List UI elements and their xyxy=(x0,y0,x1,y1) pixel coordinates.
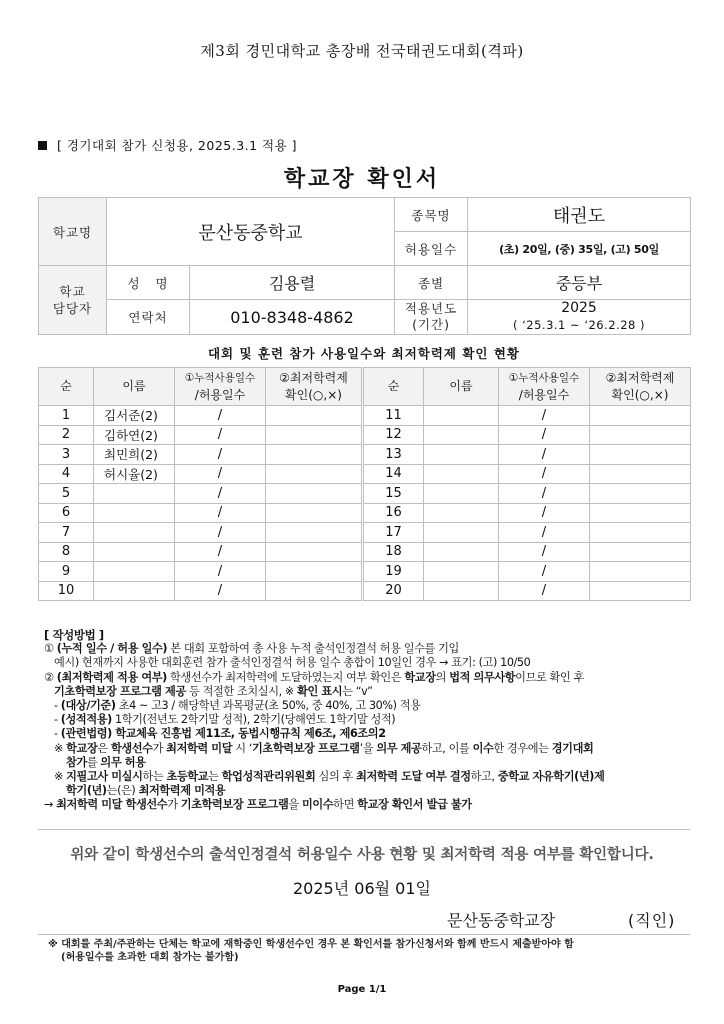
instruction-segment: ② xyxy=(44,670,57,684)
instruction-segment: 는 xyxy=(208,770,222,784)
table-row xyxy=(39,523,691,543)
row-check[interactable] xyxy=(266,425,363,445)
manager-name: 김용렬 xyxy=(190,266,395,300)
instruction-segment: 미이수 xyxy=(301,798,334,812)
usage-header-row xyxy=(39,368,691,406)
manager-label: 학교 담당자 xyxy=(39,266,107,335)
row-check[interactable] xyxy=(266,464,363,484)
instruction-segment: 학교장 확인서 발급 불가 xyxy=(357,798,472,812)
row-no: 3 xyxy=(39,445,94,465)
instruction-segment: (관련법령) 학교체육 진흥법 제11조, 동법시행규칙 제6조, 제6조의2 xyxy=(60,727,386,741)
row-no: 10 xyxy=(39,581,94,601)
row-name[interactable] xyxy=(424,445,499,465)
row-check[interactable] xyxy=(590,542,691,562)
row-name[interactable] xyxy=(424,503,499,523)
instruction-segment: 이수 xyxy=(472,741,494,755)
instruction-segment: → xyxy=(44,798,57,812)
instruction-segment: 1학기(전년도 2학기말 성적), 2학기(당해연도 1학기말 성적) xyxy=(111,713,396,727)
row-name[interactable] xyxy=(94,484,175,504)
instruction-segment: 학교장 xyxy=(66,741,98,755)
instruction-segment: 하면 xyxy=(333,798,358,812)
instruction-segment: 가 xyxy=(167,798,181,812)
header-min-line1: ②최저학력제 xyxy=(279,370,348,385)
row-name[interactable] xyxy=(94,581,175,601)
school-name: 문산동중학교 xyxy=(107,198,395,266)
row-days[interactable]: / xyxy=(499,464,590,484)
footer-note xyxy=(48,938,698,964)
instruction-segment: 기초학력보장 프로그램 제공 xyxy=(54,684,186,698)
table-row xyxy=(39,562,691,582)
row-name[interactable] xyxy=(424,464,499,484)
instruction-segment: - xyxy=(54,699,61,713)
row-days[interactable]: / xyxy=(499,484,590,504)
row-check[interactable] xyxy=(590,503,691,523)
instruction-line xyxy=(44,784,694,798)
row-name[interactable] xyxy=(424,542,499,562)
row-no: 15 xyxy=(363,484,424,504)
row-check[interactable] xyxy=(590,581,691,601)
year-label-sub: (기간) xyxy=(412,317,450,332)
footer-note-line1: ※ 대회를 주최/주관하는 단체는 학교에 재학중인 학생선수인 경우 본 확인서를 참가신청서와 함께 반드시 제출받아야 함 xyxy=(48,939,574,950)
header-used-line2: /허용일수 xyxy=(194,387,246,402)
row-name[interactable] xyxy=(424,562,499,582)
row-days[interactable]: / xyxy=(499,425,590,445)
row-no: 8 xyxy=(39,542,94,562)
instruction-segment: 등 적절한 조치실시, ※ xyxy=(185,684,298,698)
instruction-line xyxy=(44,798,694,812)
category-label: 종별 xyxy=(395,266,468,300)
row-days[interactable]: / xyxy=(175,503,266,523)
instruction-segment: 학업성적관리위원회 xyxy=(221,770,316,784)
usage-section-title: 대회 및 훈련 참가 사용일수와 최저학력제 확인 현황 xyxy=(207,346,521,361)
row-no: 9 xyxy=(39,562,94,582)
usage-table xyxy=(38,367,691,601)
instruction-segment: (성적적용) xyxy=(60,713,112,727)
row-name[interactable]: 최민희(2) xyxy=(94,445,175,465)
row-check[interactable] xyxy=(590,406,691,426)
issue-date: 2025년 06월 01일 xyxy=(293,879,431,898)
instruction-segment: 지필고사 미실시 xyxy=(66,770,143,784)
row-days[interactable]: / xyxy=(175,445,266,465)
confirmation-statement: 위와 같이 학생선수의 출석인정결석 허용일수 사용 현황 및 최저학력 적용 여부를 확인합니다. xyxy=(70,847,654,863)
instruction-segment: 최저학력 미달 xyxy=(166,741,233,755)
row-check[interactable] xyxy=(590,445,691,465)
instruction-segment: - xyxy=(54,713,61,727)
instruction-segment: 법적 의무사항 xyxy=(449,670,516,684)
instruction-line xyxy=(44,685,694,699)
event-title: 제3회 경민대학교 총장배 전국태권도대회(격파) xyxy=(200,42,524,60)
row-no: 7 xyxy=(39,523,94,543)
instruction-segment: 의 xyxy=(435,670,450,684)
instructions-heading: [ 작성방법 ] xyxy=(44,628,104,642)
table-row xyxy=(39,445,691,465)
row-days[interactable]: / xyxy=(175,406,266,426)
document-title: 학교장 확인서 xyxy=(283,167,441,192)
instruction-segment: (대상/기준) xyxy=(60,699,116,713)
row-check[interactable] xyxy=(266,581,363,601)
table-row xyxy=(39,503,691,523)
table-row xyxy=(39,425,691,445)
school-label: 학교명 xyxy=(39,198,107,266)
row-no: 2 xyxy=(39,425,94,445)
row-name[interactable]: 김하연(2) xyxy=(94,425,175,445)
row-check[interactable] xyxy=(266,523,363,543)
row-check[interactable] xyxy=(266,484,363,504)
instruction-segment: 최저학력 도달 여부 결정 xyxy=(356,770,471,784)
row-check[interactable] xyxy=(590,425,691,445)
instruction-line xyxy=(44,656,694,670)
row-check[interactable] xyxy=(266,445,363,465)
category-value: 중등부 xyxy=(468,266,691,300)
instruction-line xyxy=(44,699,694,713)
instruction-segment: 학기(년) xyxy=(66,784,107,798)
header-name-right: 이름 xyxy=(424,368,499,406)
instruction-segment: 초등학교 xyxy=(166,770,209,784)
allowed-days-value: (초) 20일, (중) 35일, (고) 50일 xyxy=(468,232,691,266)
instruction-segment: 기초학력보장 프로그램 xyxy=(252,741,360,755)
header-min-line2: 확인(○,×) xyxy=(285,387,342,402)
table-row xyxy=(39,484,691,504)
signer-name: 문산동중학교장 xyxy=(447,911,556,930)
row-name[interactable] xyxy=(424,406,499,426)
row-name[interactable]: 김서준(2) xyxy=(94,406,175,426)
event-value: 태권도 xyxy=(468,198,691,232)
instruction-segment: 는 “v” xyxy=(342,684,373,698)
footer-divider xyxy=(38,934,690,935)
row-no: 1 xyxy=(39,406,94,426)
name-label: 성 명 xyxy=(107,266,190,300)
row-days[interactable]: / xyxy=(175,523,266,543)
row-no: 5 xyxy=(39,484,94,504)
instruction-segment: 본 대회 포함하여 총 사용 누적 출석인정결석 허용 일수를 기입 xyxy=(167,642,459,656)
instruction-segment: 최저학력제 미적용 xyxy=(138,784,226,798)
row-days[interactable]: / xyxy=(499,406,590,426)
instruction-segment: 확인 표시 xyxy=(297,684,343,698)
instruction-segment: 예시) 현재까지 사용한 대회훈련 참가 출석인정결석 허용 일수 총합이 10일인 경우 → 표기: (고) 10/50 xyxy=(54,656,531,670)
header-used-right-line1: ①누적사용일수 xyxy=(508,371,580,384)
row-days[interactable]: / xyxy=(499,523,590,543)
instruction-segment: 하는 xyxy=(142,770,167,784)
header-min xyxy=(266,368,363,406)
instruction-line xyxy=(44,742,694,756)
row-check[interactable] xyxy=(590,562,691,582)
instruction-segment: 의무 허용 xyxy=(100,755,146,769)
row-no: 6 xyxy=(39,503,94,523)
instruction-segment: (최저학력제 적용 여부) xyxy=(56,670,167,684)
instruction-segment: (누적 일수 / 허용 일수) xyxy=(56,642,168,656)
instruction-segment: 학생선수가 최저학력에 도달하였는지 여부 확인은 xyxy=(166,670,405,684)
header-no-right: 순 xyxy=(363,368,424,406)
row-no: 4 xyxy=(39,464,94,484)
instruction-segment: 가 xyxy=(152,741,167,755)
divider xyxy=(38,829,690,830)
header-min-right-line1: ②최저학력제 xyxy=(605,370,675,385)
instruction-segment: 을 xyxy=(288,798,302,812)
row-no: 13 xyxy=(363,445,424,465)
row-name[interactable] xyxy=(94,523,175,543)
table-row xyxy=(39,581,691,601)
instruction-segment: 를 xyxy=(86,755,101,769)
row-check[interactable] xyxy=(266,503,363,523)
header-used-right xyxy=(499,368,590,406)
row-name[interactable] xyxy=(424,523,499,543)
event-label: 종목명 xyxy=(395,198,468,232)
instruction-segment: 학생선수 xyxy=(110,741,153,755)
header-used-right-line2: /허용일수 xyxy=(518,387,570,402)
row-name[interactable] xyxy=(424,484,499,504)
row-check[interactable] xyxy=(266,406,363,426)
row-check[interactable] xyxy=(266,542,363,562)
row-days[interactable]: / xyxy=(175,562,266,582)
row-days[interactable]: / xyxy=(175,581,266,601)
row-no: 17 xyxy=(363,523,424,543)
instructions xyxy=(44,628,694,813)
row-no: 19 xyxy=(363,562,424,582)
row-check[interactable] xyxy=(590,484,691,504)
instruction-line xyxy=(44,642,694,656)
row-days[interactable]: / xyxy=(499,581,590,601)
instruction-segment: ’을 xyxy=(359,741,377,755)
allowed-days-label: 허용일수 xyxy=(395,232,468,266)
instruction-segment: 하고, 이를 xyxy=(421,741,473,755)
instruction-segment: 기초학력보장 프로그램 xyxy=(180,798,289,812)
form-note xyxy=(38,136,297,154)
instruction-segment: 은 xyxy=(97,741,111,755)
instruction-segment: 시 ‘ xyxy=(232,741,253,755)
row-no: 16 xyxy=(363,503,424,523)
table-row xyxy=(39,406,691,426)
square-bullet-icon xyxy=(38,141,47,150)
header-used xyxy=(175,368,266,406)
instruction-line xyxy=(44,671,694,685)
instruction-segment: 초4 ~ 고3 / 해당학년 과목평균(초 50%, 중 40%, 고 30%) 적용 xyxy=(115,699,421,713)
contact-value: 010-8348-4862 xyxy=(190,300,395,335)
row-check[interactable] xyxy=(590,464,691,484)
row-days[interactable]: / xyxy=(175,542,266,562)
school-info-table xyxy=(38,197,691,335)
row-name[interactable] xyxy=(424,425,499,445)
instruction-segment: ※ xyxy=(54,770,67,784)
row-name[interactable] xyxy=(424,581,499,601)
instruction-segment: 하고, xyxy=(470,770,498,784)
contact-label: 연락처 xyxy=(107,300,190,335)
row-no: 18 xyxy=(363,542,424,562)
instruction-line xyxy=(44,713,694,727)
row-no: 20 xyxy=(363,581,424,601)
instruction-segment: 심의 후 xyxy=(315,770,357,784)
instruction-segment: 이므로 확인 후 xyxy=(515,670,584,684)
row-days[interactable]: / xyxy=(499,542,590,562)
instruction-segment: 한 경우에는 xyxy=(493,741,552,755)
header-name: 이름 xyxy=(94,368,175,406)
row-days[interactable]: / xyxy=(175,464,266,484)
row-name[interactable] xyxy=(94,542,175,562)
row-no: 14 xyxy=(363,464,424,484)
year-label xyxy=(395,300,468,335)
instruction-segment: ※ xyxy=(54,741,67,755)
row-days[interactable]: / xyxy=(175,484,266,504)
header-no: 순 xyxy=(39,368,94,406)
instruction-segment: - xyxy=(54,727,61,741)
year-period: ( ‘25.3.1 ~ ‘26.2.28 ) xyxy=(513,318,646,332)
instruction-line xyxy=(44,770,694,784)
table-row xyxy=(39,542,691,562)
table-row xyxy=(39,464,691,484)
row-check[interactable] xyxy=(266,562,363,582)
row-days[interactable]: / xyxy=(499,503,590,523)
row-no: 11 xyxy=(363,406,424,426)
instruction-segment: 학교장 xyxy=(404,670,436,684)
row-check[interactable] xyxy=(590,523,691,543)
instruction-line xyxy=(44,756,694,770)
row-name[interactable]: 허시율(2) xyxy=(94,464,175,484)
official-seal-label: (직인) xyxy=(628,911,676,930)
row-days[interactable]: / xyxy=(499,562,590,582)
year-cell xyxy=(468,300,691,335)
year-label-main: 적용년도 xyxy=(404,301,458,316)
instruction-line xyxy=(44,727,694,741)
row-name[interactable] xyxy=(94,503,175,523)
row-days[interactable]: / xyxy=(499,445,590,465)
footer-note-line2: (허용일수를 초과한 대회 참가는 불가함) xyxy=(61,952,239,963)
header-min-right xyxy=(590,368,691,406)
year-value: 2025 xyxy=(561,300,597,316)
instructions-lines xyxy=(44,642,694,812)
instruction-segment: 참가 xyxy=(66,755,87,769)
header-min-right-line2: 확인(○,×) xyxy=(611,387,669,402)
instruction-segment: 의무 제공 xyxy=(376,741,422,755)
instruction-segment: ① xyxy=(44,642,57,656)
form-note-text: [ 경기대회 참가 신청용, 2025.3.1 적용 ] xyxy=(57,138,298,153)
row-name[interactable] xyxy=(94,562,175,582)
row-no: 12 xyxy=(363,425,424,445)
instruction-segment: 경기대회 xyxy=(551,741,594,755)
instruction-segment: 는(은) xyxy=(106,784,139,798)
instruction-segment: 최저학력 미달 학생선수 xyxy=(56,798,168,812)
instruction-segment: 중학교 자유학기(년)제 xyxy=(497,770,605,784)
header-used-line1: ①누적사용일수 xyxy=(184,371,256,384)
page-number: Page 1/1 xyxy=(337,984,387,995)
row-days[interactable]: / xyxy=(175,425,266,445)
